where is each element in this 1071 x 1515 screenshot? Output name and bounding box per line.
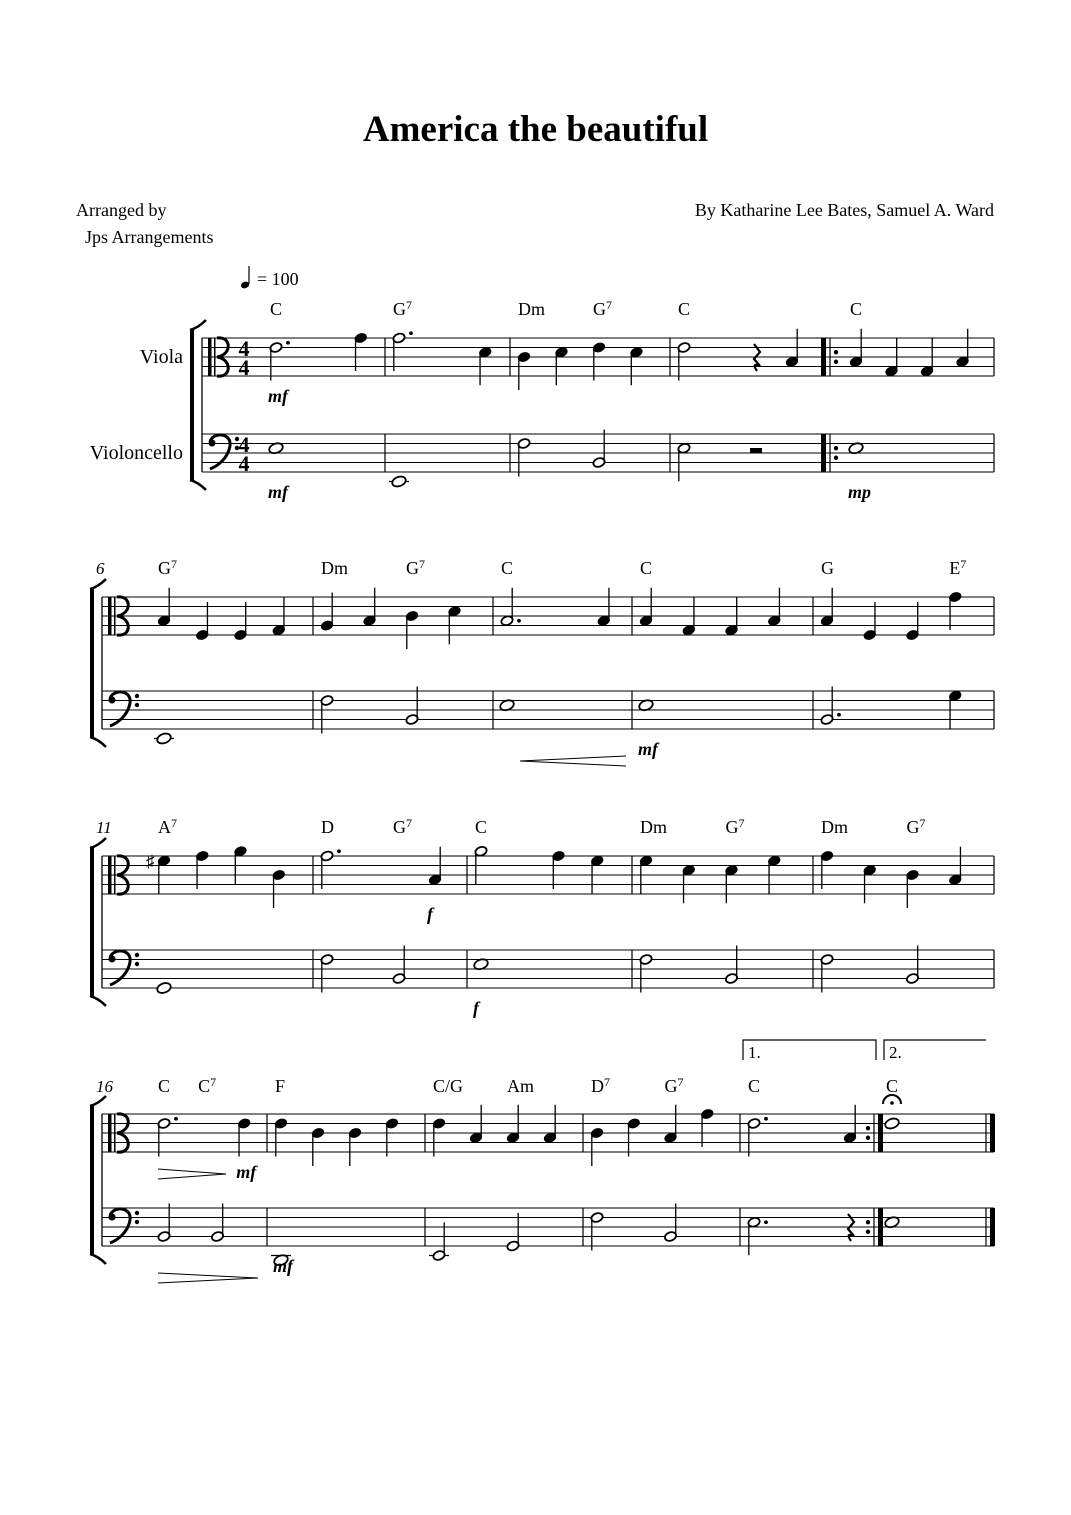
chord-symbol: Dm [321,558,348,578]
bracket-bottom-hook [90,737,106,747]
chord-symbol: $D^7$ [591,1075,610,1096]
chord-symbol: C [678,299,691,319]
bass-clef-dot [109,956,116,963]
composer-credit: By Katharine Lee Bates, Samuel A. Ward [694,200,994,220]
decrescendo-hairpin [158,1273,258,1283]
cello-dynamic: mp [848,482,872,502]
alto-clef-bar [114,1114,116,1152]
alto-clef-bar [108,856,112,894]
chord-superscript: 7 [677,1075,684,1089]
time-signature-top: 4 [238,432,250,457]
tempo-marking: = 100 [257,269,299,289]
arranger-name: Jps Arrangements [85,227,214,247]
time-signature-top: 4 [238,336,250,361]
chord-symbol: C [850,299,863,319]
bass-clef-dot [209,440,216,447]
viola-notehead [884,1117,900,1130]
chord-superscript: 7 [604,1075,610,1089]
chord-superscript: 7 [210,1075,217,1089]
volta-label-2: 2. [889,1043,902,1062]
cello-dynamic: mf [273,1256,293,1276]
viola-dot [517,619,521,623]
bracket-bottom-hook [90,996,106,1006]
chord-symbol: $E^7$ [949,557,967,578]
time-signature-bottom: 4 [238,451,250,476]
alto-clef-bar [114,856,116,894]
viola-sharp-sign: ♯ [146,851,155,871]
bass-clef-dot [109,1214,116,1221]
alto-clef-bar [108,1114,112,1152]
fermata-dot [890,1101,894,1105]
chord-symbol: $G^7$ [725,816,745,837]
chord-symbol: $G^7$ [393,816,412,837]
measure-number: 6 [96,559,105,578]
repeat-start-dot [834,360,838,364]
chord-symbol: C [501,558,514,578]
chord-symbol: F [275,1076,286,1096]
final-thick-barline [990,1208,995,1246]
instrument-name-viola: Viola [139,346,183,368]
bracket-bottom-hook [190,480,206,490]
bracket-top-hook [90,579,106,589]
viola-dot [337,849,341,853]
chord-symbol: D [321,817,334,837]
cello-half-rest [750,448,762,453]
bracket-bottom-hook [90,1254,106,1264]
chord-symbol: $C^7$ [198,1075,217,1096]
alto-clef-bar [108,597,112,635]
viola-dynamic: mf [236,1162,257,1182]
chord-symbol: $G^7$ [593,298,612,319]
chord-symbol: C [270,299,283,319]
cello-notehead [156,981,172,994]
chord-symbol: $A^7$ [158,816,177,837]
bass-clef-dot [135,703,139,707]
cello-dot [837,713,841,717]
chord-symbol: Am [507,1076,534,1096]
repeat-start-thick-barline [821,434,826,472]
repeat-end-dot [866,1136,870,1140]
score-title: America the beautiful [362,109,709,150]
repeat-start-dot [834,350,838,354]
chord-symbol: C [748,1076,761,1096]
cello-dynamic: mf [638,739,658,759]
chord-symbol: $G^7$ [664,1075,684,1096]
chord-superscript: 7 [171,557,177,571]
chord-symbol: C [475,817,488,837]
chord-symbol: C/G [433,1076,464,1096]
chord-symbol: $G^7$ [393,298,412,319]
chord-symbol: Dm [518,299,545,319]
chord-symbol: $G^7$ [406,557,425,578]
alto-clef-bar [114,597,116,635]
bass-clef-dot [135,953,139,957]
instrument-name-cello: Violoncello [89,442,183,464]
viola-dynamic: f [427,904,433,924]
chord-superscript: 7 [606,298,612,312]
chord-symbol: G [821,558,834,578]
chord-symbol: Dm [640,817,667,837]
bracket-top-hook [90,838,106,848]
volta-bracket-1 [743,1040,876,1060]
chord-symbol: $G^7$ [158,557,177,578]
bass-clef-dot [135,962,139,966]
volta-label-1: 1. [748,1043,761,1062]
cello-notehead [391,475,407,488]
bracket-top-hook [90,1096,106,1106]
bass-clef-dot [109,697,116,704]
chord-symbol: C [158,1076,171,1096]
viola-dynamic: mf [268,386,288,406]
system-bracket [190,330,194,480]
decrescendo-hairpin [158,1169,226,1179]
repeat-start-dot [834,446,838,450]
repeat-start-dot [834,456,838,460]
chord-symbol: C [640,558,653,578]
repeat-end-dot [866,1126,870,1130]
arranger-label: Arranged by [76,200,167,220]
crescendo-hairpin [520,756,626,766]
chord-symbol: Dm [821,817,848,837]
repeat-start-thick-barline [821,338,826,376]
chord-symbol: C [886,1076,899,1096]
chord-superscript: 7 [919,816,926,830]
chord-superscript: 7 [419,557,425,571]
cello-dot [764,1220,768,1224]
bass-clef-dot [135,1220,139,1224]
chord-superscript: 7 [406,298,412,312]
measure-number: 11 [96,818,112,837]
chord-superscript: 7 [171,816,177,830]
system-bracket [90,848,94,996]
alto-clef-bar [208,338,212,376]
cello-dynamic: f [473,998,479,1018]
time-signature-bottom: 4 [238,355,250,380]
bass-clef-dot [135,1211,139,1215]
repeat-end-dot [866,1230,870,1234]
viola-dot [286,341,290,345]
system-bracket [90,589,94,737]
final-thick-barline [990,1114,995,1152]
bracket-top-hook [190,320,206,330]
system-bracket [90,1106,94,1254]
repeat-end-dot [866,1220,870,1224]
cello-dynamic: mf [268,482,288,502]
chord-superscript: 7 [738,816,745,830]
measure-number: 16 [96,1077,113,1096]
viola-dot [409,331,413,335]
chord-superscript: 7 [960,557,967,571]
cello-notehead [156,732,172,745]
viola-dot [764,1117,768,1121]
viola-dot [174,1117,178,1121]
bass-clef-dot [135,694,139,698]
alto-clef-bar [214,338,216,376]
repeat-end-thick-barline [878,1208,883,1246]
chord-symbol: $G^7$ [906,816,926,837]
repeat-end-thick-barline [878,1114,883,1152]
chord-superscript: 7 [406,816,412,830]
